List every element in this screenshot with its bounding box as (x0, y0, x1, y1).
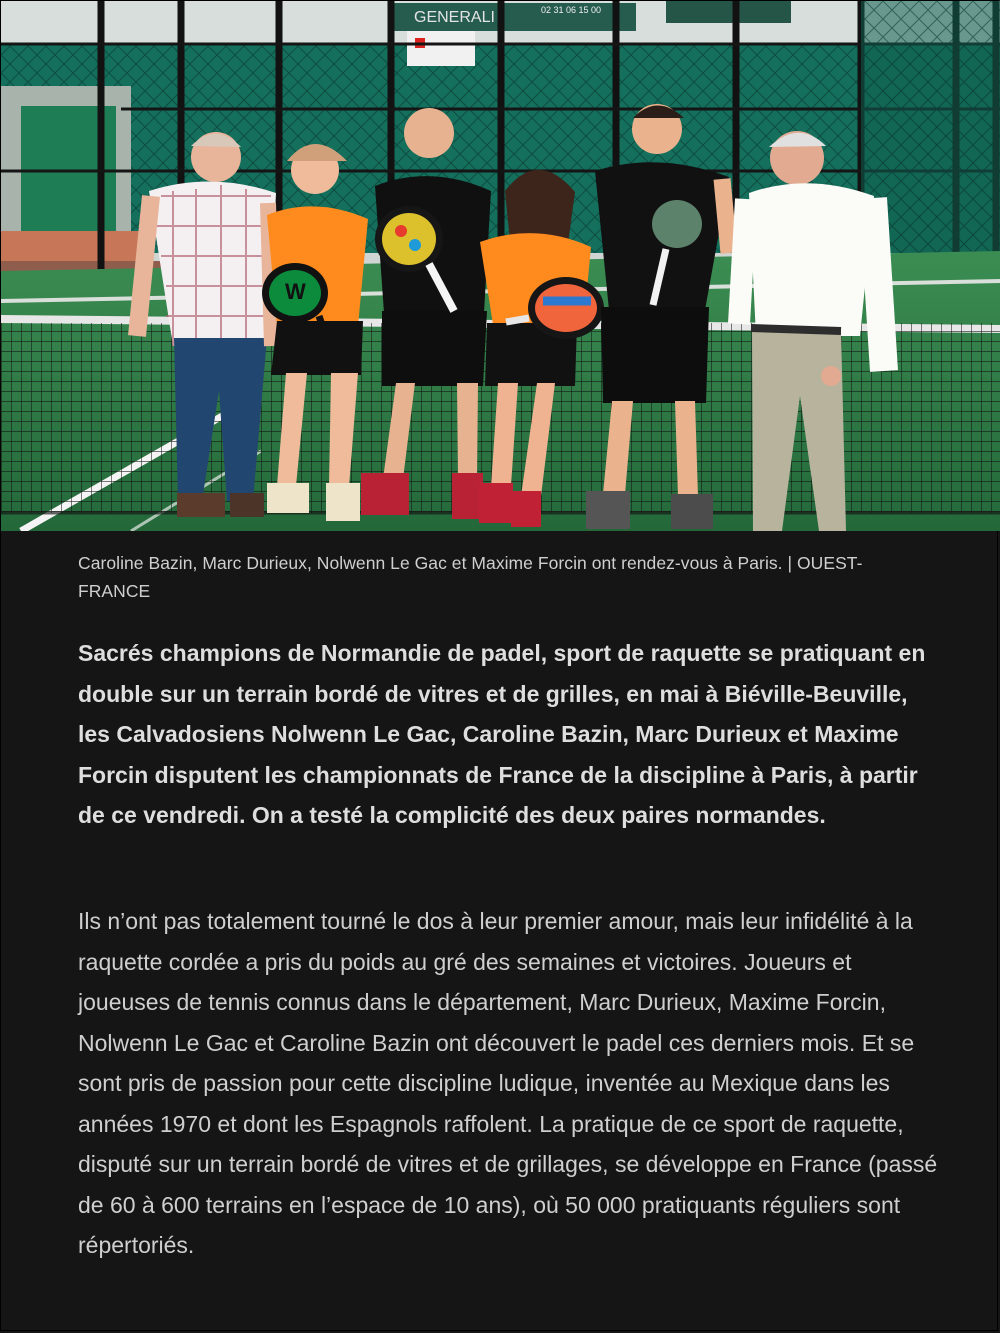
article-body: Ils n’ont pas totalement tourné le dos à leur premier amour, mais leur infidélité à la raquette cordée a pris du poids au gré des semaines et victoires. Joueurs et joueuses de tennis connus dans le département, Marc Durieux, Maxime Forcin, Nolwenn Le Gac et Caroline Bazin ont découvert le padel ces derniers mois. Et se sont pris de passion pour cette discipline ludique, inventée au Mexique dans les années 1970 et dont les Espagnols raffolent. La pratique de ce sport de raquette, disputé sur un terrain bordé de vitres et de grillages, se développe en France (passé de 60 à 600 terrains en l’espace de 10 ans), où 50 000 pratiquants réguliers sont répertoriés. (78, 908, 938, 1258)
sign-phone: 02 31 06 15 00 (541, 5, 602, 15)
article-photo (1, 1, 1000, 531)
svg-text:W: W (285, 279, 306, 304)
photo-caption: Caroline Bazin, Marc Durieux, Nolwenn Le Gac et Maxime Forcin ont rendez-vous à Paris. | OUEST-FRANCE (78, 553, 863, 601)
padel-team-photo (1, 1, 1000, 531)
article-lead: Sacrés champions de Normandie de padel, sport de raquette se pratiquant en double sur un terrain bordé de vitres et de grilles, en mai à Biéville-Beuville, les Calvadosiens Nolwenn Le Gac, Caroline Bazin, Marc Durieux et Maxime Forcin disputent les championnats de France de la discipline à Paris, à partir de ce vendredi. On a testé la complicité des deux paires normandes. (78, 640, 926, 828)
generali-sign: GENERALI (414, 9, 495, 26)
